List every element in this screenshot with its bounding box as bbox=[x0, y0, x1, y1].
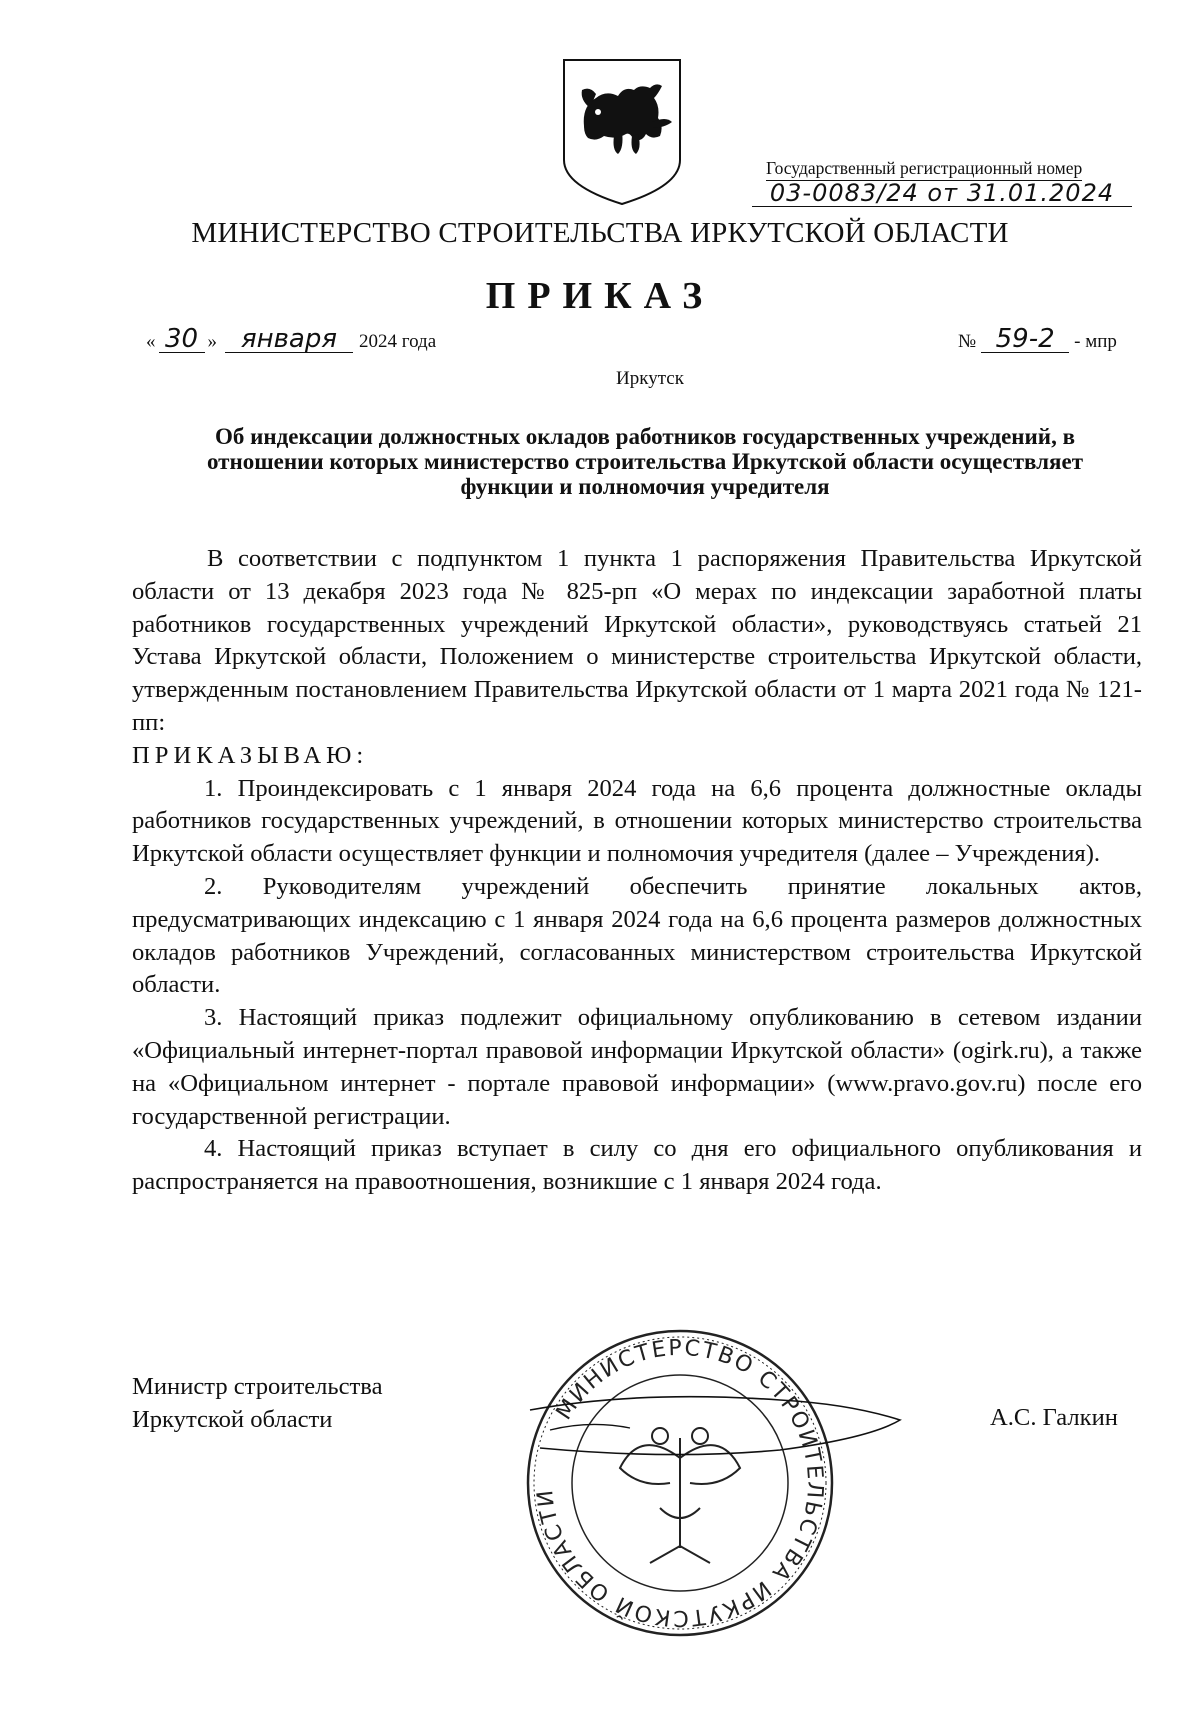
preamble-paragraph: В соответствии с подпунктом 1 пункта 1 распоряжения Правительства Иркутской области от 13 декабря 2023 года № 825-рп «О мерах по индексации заработной платы работников государственных учреждений Иркутской области», руководствуясь статьей 21 Устава Иркутской области, Положением о министерстве строительства Иркутской области, утвержденным постановлением Правительства Иркутской области от 1 марта 2021 года № 121-пп: bbox=[132, 545, 1142, 736]
signatory-position-line-2: Иркутской области bbox=[132, 1405, 333, 1433]
signatory-position-line-1: Министр строительства bbox=[132, 1373, 383, 1400]
date-month-handwritten: января bbox=[225, 326, 353, 353]
number-prefix: № bbox=[958, 331, 977, 352]
registration-label: Государственный регистрационный номер bbox=[766, 158, 1082, 181]
order-item-2: 2. Руководителям учреждений обеспечить принятие локальных актов, предусматривающих индексацию с 1 января 2024 года на 6,6 процента размеров должностных окладов работников Учреждений, согласованных министерством строительства Иркутской области. bbox=[132, 872, 1142, 999]
official-seal-stamp bbox=[520, 1318, 840, 1648]
date-open-quote: « bbox=[146, 331, 156, 352]
date-year: 2024 года bbox=[359, 331, 437, 352]
number-suffix: - мпр bbox=[1074, 331, 1117, 352]
number-value-handwritten: 59-2 bbox=[981, 326, 1069, 353]
date-close-quote: » bbox=[207, 331, 217, 352]
coat-of-arms-icon bbox=[560, 56, 684, 208]
ministry-heading: МИНИСТЕРСТВО СТРОИТЕЛЬСТВА ИРКУТСКОЙ ОБЛАСТИ bbox=[191, 217, 1009, 249]
seal-ring-text: МИНИСТЕРСТВО СТРОИТЕЛЬСТВА ИРКУТСКОЙ ОБЛАСТИ bbox=[532, 1335, 828, 1631]
order-item-3: 3. Настоящий приказ подлежит официальному опубликованию в сетевом издании «Официальный интернет-портал правовой информации Иркутской области» (ogirk.ru), а также на «Официальном интернет - портале правовой информации» (www.pravo.gov.ru) после его государственной регистрации. bbox=[132, 1004, 1142, 1130]
order-item-1: 1. Проиндексировать с 1 января 2024 года на 6,6 процента должностные оклады работников государственных учреждений, в отношении которых министерство строительства Иркутской области осуществляет функции и полномочия учредителя (далее – Учреждения). bbox=[132, 774, 1142, 868]
city: Иркутск bbox=[616, 368, 684, 389]
order-word: ПРИКАЗЫВАЮ: bbox=[132, 741, 369, 769]
signatory-name: А.С. Галкин bbox=[990, 1404, 1118, 1431]
order-item-4: 4. Настоящий приказ вступает в силу со дня его официального опубликования и распространяется на правоотношения, возникшие с 1 января 2024 года. bbox=[132, 1135, 1142, 1196]
order-date bbox=[146, 326, 436, 353]
registration-number-handwritten: 03-0083/24 от 31.01.2024 bbox=[752, 180, 1132, 207]
date-day-handwritten: 30 bbox=[159, 326, 205, 353]
document-type-heading: ПРИКАЗ bbox=[485, 275, 715, 317]
handwritten-signature bbox=[520, 1380, 910, 1460]
document-body bbox=[132, 543, 1142, 1199]
document-title: Об индексации должностных окладов работников государственных учреждений, в отношении которых министерство строительства Иркутской области осуществляет функции и полномочия учредителя bbox=[206, 424, 1084, 499]
order-number bbox=[958, 326, 1117, 353]
signatory-position bbox=[132, 1371, 383, 1437]
